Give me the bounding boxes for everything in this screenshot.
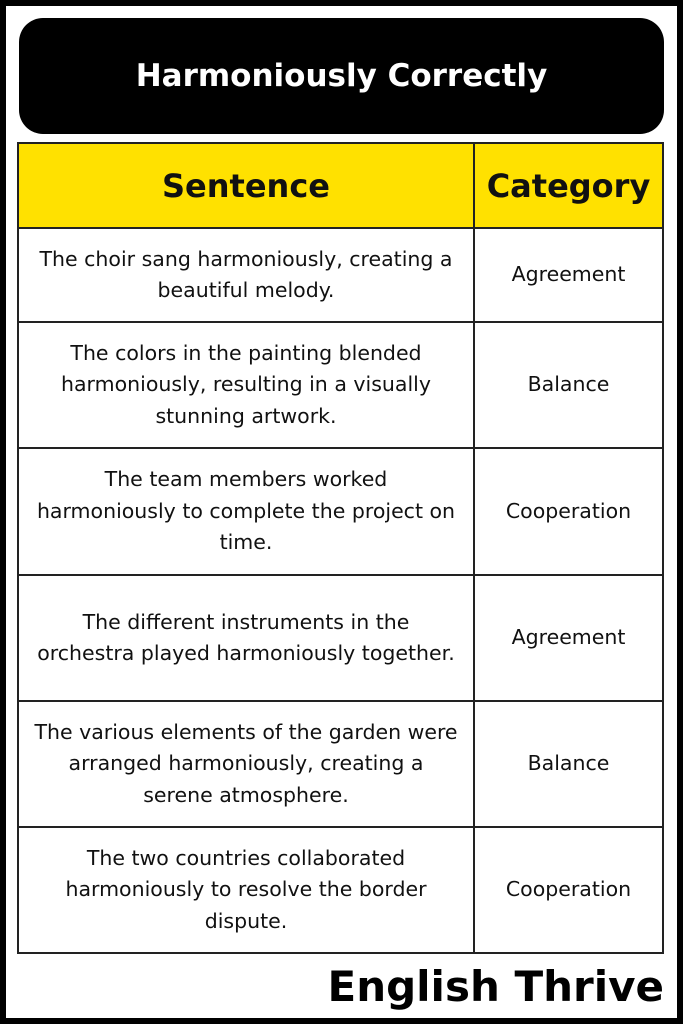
category-cell: Agreement — [474, 575, 663, 701]
sentence-cell: The team members worked harmoniously to complete the project on time. — [18, 448, 474, 575]
sentence-table — [17, 142, 664, 954]
sentence-cell: The various elements of the garden were arranged harmoniously, creating a serene atmosphere. — [18, 701, 474, 827]
category-cell: Balance — [474, 701, 663, 827]
table-row — [18, 701, 663, 827]
table-row — [18, 575, 663, 701]
sentence-cell: The colors in the painting blended harmoniously, resulting in a visually stunning artwork. — [18, 322, 474, 448]
category-cell: Cooperation — [474, 827, 663, 953]
category-cell: Balance — [474, 322, 663, 448]
page-title: Harmoniously Correctly — [19, 18, 664, 134]
table-row — [18, 827, 663, 953]
brand-footer: English Thrive — [327, 962, 664, 1011]
table-row — [18, 228, 663, 322]
category-cell: Agreement — [474, 228, 663, 322]
header-sentence: Sentence — [18, 143, 474, 228]
sentence-cell: The choir sang harmoniously, creating a beautiful melody. — [18, 228, 474, 322]
sentence-cell: The two countries collaborated harmoniously to resolve the border dispute. — [18, 827, 474, 953]
header-category: Category — [474, 143, 663, 228]
table-row — [18, 322, 663, 448]
sentence-cell: The different instruments in the orchestra played harmoniously together. — [18, 575, 474, 701]
table-row — [18, 448, 663, 575]
category-cell: Cooperation — [474, 448, 663, 575]
